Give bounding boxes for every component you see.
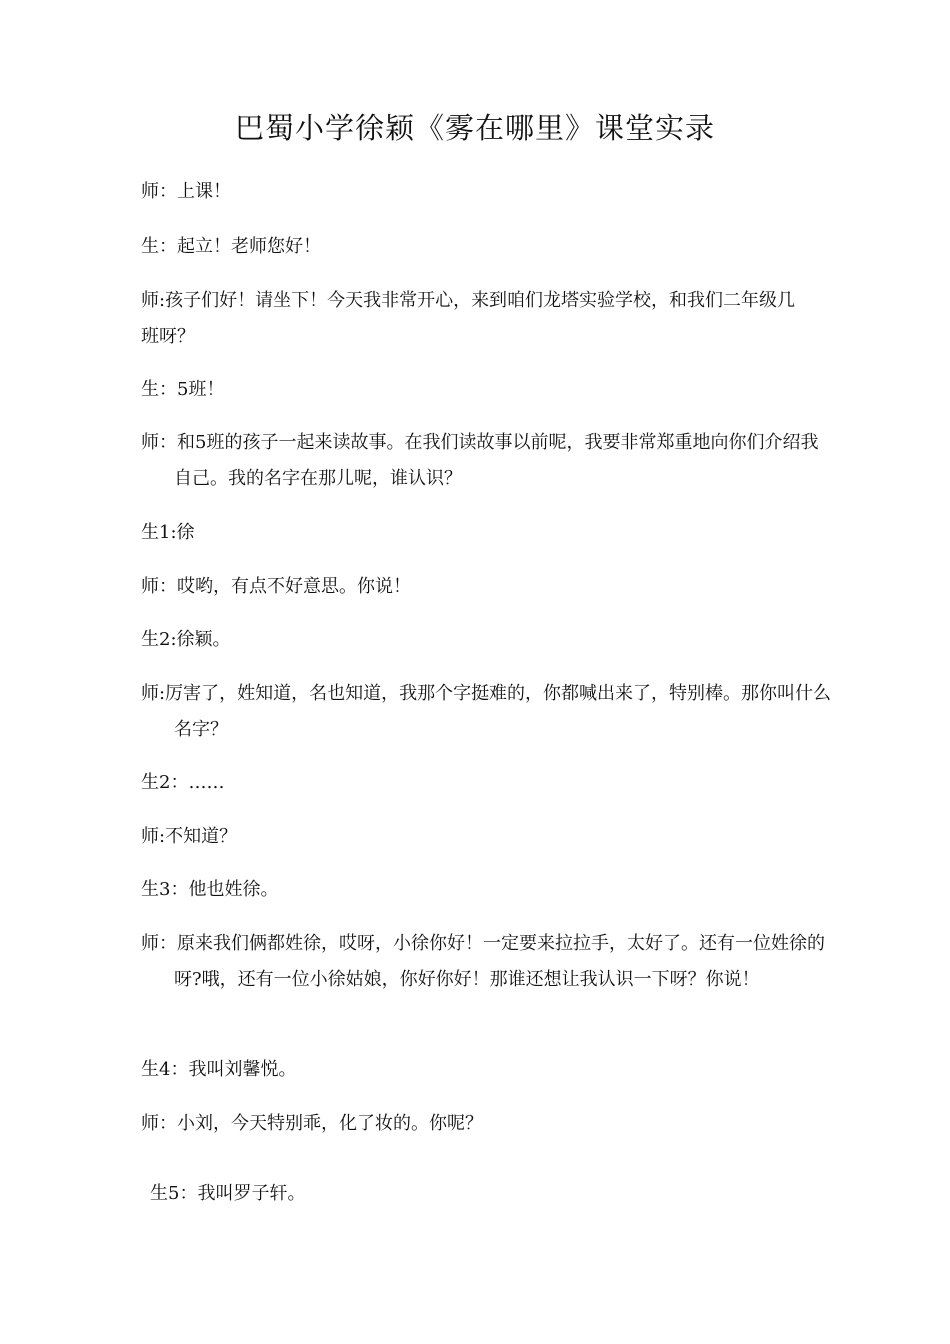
paragraph-6: 生1:徐 (141, 522, 195, 543)
paragraph-12: 生3：他也姓徐。 (141, 879, 279, 900)
paragraph-7: 师：哎哟，有点不好意思。你说！ (141, 576, 411, 597)
paragraph-2: 生：起立！老师您好！ (141, 236, 321, 257)
paragraph-8: 生2:徐颖。 (141, 629, 231, 650)
paragraph-10: 生2：…… (141, 772, 225, 793)
paragraph-3: 师:孩子们好！请坐下！今天我非常开心，来到咱们龙塔实验学校，和我们二年级几班呀？ (141, 290, 796, 347)
paragraph-14: 生4：我叫刘馨悦。 (141, 1059, 297, 1080)
paragraph-11: 师:不知道？ (141, 826, 238, 847)
paragraph-5: 师：和5班的孩子一起来读故事。在我们读故事以前呢，我要非常郑重地向你们介绍我自己。我的名字在那儿呢，谁认识？ (141, 432, 819, 489)
paragraph-16: 生5：我叫罗子轩。 (150, 1183, 306, 1204)
paragraph-9: 师:厉害了，姓知道，名也知道，我那个字挺难的，你都喊出来了，特别棒。那你叫什么名字？ (141, 683, 832, 740)
document-title: 巴蜀小学徐颖《雾在哪里》课堂实录 (234, 111, 715, 145)
paragraph-4: 生：5班！ (141, 379, 225, 400)
paragraph-15: 师：小刘，今天特别乖，化了妆的。你呢？ (141, 1113, 483, 1134)
paragraph-1: 师：上课！ (141, 181, 231, 202)
paragraph-13: 师：原来我们俩都姓徐，哎呀，小徐你好！一定要来拉拉手，太好了。还有一位姓徐的呀?哦，还有一位小徐姑娘，你好你好！那谁还想让我认识一下呀？你说！ (141, 933, 825, 990)
